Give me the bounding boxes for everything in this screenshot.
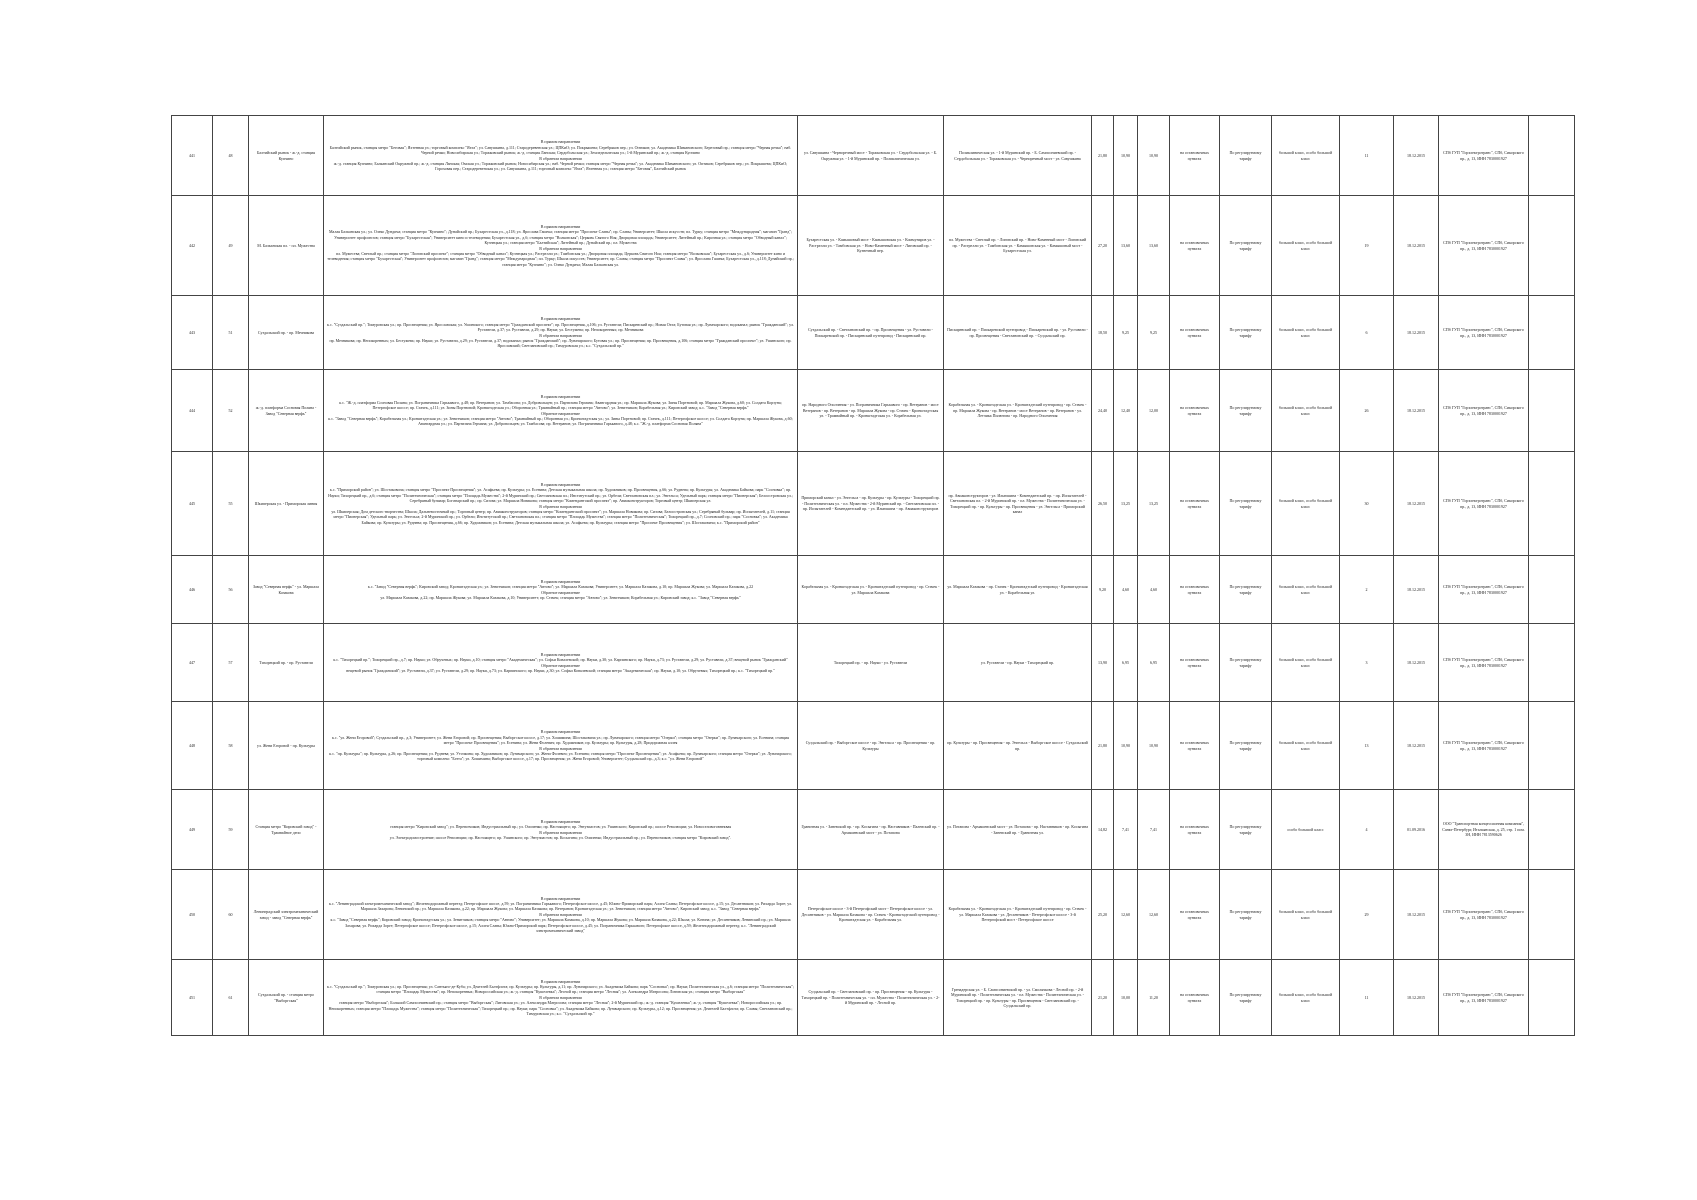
route-length: 24,40 <box>1092 370 1114 452</box>
vehicle-count: 29 <box>1340 870 1394 960</box>
stop-mode: на остановочных пунктах <box>1170 870 1220 960</box>
extra-cell <box>1529 556 1575 624</box>
extra-cell <box>1529 296 1575 370</box>
route-length: 25,20 <box>1092 870 1114 960</box>
carrier: СПб ГУП "Горэлектротранс", СПб, Сикорского пр., д. 13, ИНН 7830001927 <box>1439 702 1529 790</box>
stops-backward: ж.-д. станция Купчино; Балканский Окружной пр.; ж.-д. станция Ланская; Омская ул.; Торжковский рынок; Новосибирская ул.; наб. Черной речки; станция метро "Черная речка"; ул. Академика Шимановского; ул. Оптиков; Серебряков пер.; ул. Покрышева; ЦПКиО; Гороховая пер.; Стародеревенская ул.; ул. Савушкина, д.111; торговый комплекс "Яхта"; Яхтенная ул.; станция метро "Беговая", Балтийский рынок <box>333 160 788 172</box>
carrier: СПб ГУП "Горэлектротранс", СПб, Сикорского пр., д. 13, ИНН 7830001927 <box>1439 452 1529 556</box>
stop-mode: на остановочных пунктах <box>1170 452 1220 556</box>
start-date: 01.09.2016 <box>1394 790 1439 870</box>
table-row <box>172 790 1575 870</box>
direction-heading: В прямом направлении <box>540 223 581 229</box>
length-forward: 12,60 <box>1114 870 1138 960</box>
carrier: СПб ГУП "Горэлектротранс", СПб, Сикорского пр., д. 13, ИНН 7830001927 <box>1439 870 1529 960</box>
tariff: По регулируемому тарифу <box>1220 196 1272 296</box>
vehicle-count: 11 <box>1340 960 1394 1036</box>
start-date: 18.12.2015 <box>1394 370 1439 452</box>
route-code: 56 <box>213 556 249 624</box>
vehicle-class: большой класс, особо большой класс <box>1272 702 1340 790</box>
route-code: 52 <box>213 370 249 452</box>
route-length: 21,80 <box>1092 116 1114 196</box>
route-name: Ленинградский электромеханический завод - завод "Северная верфь" <box>249 870 324 960</box>
streets-backward: ул. Руставели - пр. Науки - Тихорецкий пр. <box>944 624 1092 702</box>
vehicle-class: большой класс, особо большой класс <box>1272 370 1340 452</box>
table-row <box>172 556 1575 624</box>
tariff: По регулируемому тарифу <box>1220 452 1272 556</box>
vehicle-class: большой класс, особо большой класс <box>1272 116 1340 196</box>
vehicle-count: 26 <box>1340 370 1394 452</box>
stops-list <box>324 624 798 702</box>
tariff: По регулируемому тарифу <box>1220 960 1272 1036</box>
length-forward: 10,90 <box>1114 116 1138 196</box>
vehicle-class: большой класс, особо большой класс <box>1272 556 1340 624</box>
route-length: 13,90 <box>1092 624 1114 702</box>
extra-cell <box>1529 624 1575 702</box>
stops-forward: Малая Балканская ул.; ул. Олеко Дундича; станция метро "Купчино"; Дунайский пр.; Бухарестская ул., д.118; ул. Ярослава Гашека; станция метро "Проспект Славы"; пр. Славы; Университет; Школа искусств; пл. Турку; станция метро "Международная"; магазин "Гранд"; Университет профсоюзов; станция метро "Бухарестская"; Университет кино и телевидения; Бухарестская ул., д.6; станция метро "Волковская"; Церковь Святого Ноя; Дворцовая площадь; Университет; Литейный пр.; Кирочная ул.; станция метро "Обводный канал"; Кузнецкая ул.; станция метро "Балтийская"; Литейный пр.; Дунайский пр.; пл. Мужества <box>328 229 792 246</box>
length-forward: 6,95 <box>1114 624 1138 702</box>
stop-mode: на остановочных пунктах <box>1170 556 1220 624</box>
vehicle-count: 2 <box>1340 556 1394 624</box>
route-length: 21,20 <box>1092 960 1114 1036</box>
stops-backward: пл. Мужества; Светлый пр.; станция метро "Лиговский проспект"; станция метро "Обводный канал"; Кузнецкая ул.; Растрелли ул.; Тамбовская ул.; Дворцовая площадь; Церковь Святого Ноя; станция метро "Волковская"; Бухарестская ул., д.6; Университет кино и телевидения; станция метро "Бухарестская"; Университет профсоюзов; магазин "Гранд"; станция метро "Международная"; пл. Турку; Школа искусств; Университет; пр. Славы; станция метро "Проспект Славы"; ул. Ярослава Гашека; Бухарестская ул., д.118; Дунайский пр.; станция метро "Купчино"; ул. Олеко Дундича; Малая Балканская ул. <box>327 250 794 267</box>
stops-list <box>324 960 798 1036</box>
direction-heading: В обратном направлении <box>539 911 582 917</box>
carrier: СПб ГУП "Горэлектротранс", СПб, Сикорского пр., д. 13, ИНН 7830001927 <box>1439 196 1529 296</box>
carrier: ООО "Транспортная концессионная компания", Санкт-Петербург, Итальянская, д. 25, стр. 1 пом. 3Н, ИНН 7813590626 <box>1439 790 1529 870</box>
length-forward: 10,00 <box>1114 960 1138 1036</box>
stops-list <box>324 452 798 556</box>
route-length: 26,50 <box>1092 452 1114 556</box>
route-number: 448 <box>172 702 213 790</box>
vehicle-class: большой класс, особо большой класс <box>1272 296 1340 370</box>
start-date: 18.12.2015 <box>1394 556 1439 624</box>
length-forward: 13,60 <box>1114 196 1138 296</box>
stops-forward: к.с. "Тихорецкий пр."; Тихорецкий пр., д.7; пр. Науки; ул. Обручевых; пр. Науки, д.10; станция метро "Академическая"; ул. Софьи Ковалевской; пр. Науки, д.30; ул. Карпинского; пр. Науки, д.73; ул. Руставели, д.29; ул. Руставели, д.37; вещевой рынок "Гражданский" <box>333 657 788 663</box>
start-date: 18.12.2015 <box>1394 870 1439 960</box>
table-row <box>172 870 1575 960</box>
streets-backward: пр. Культуры - пр. Просвещения - пр. Энгельса - Выборгское шоссе - Суздальский пр. <box>944 702 1092 790</box>
route-number: 447 <box>172 624 213 702</box>
route-code: 55 <box>213 452 249 556</box>
start-date: 18.12.2015 <box>1394 702 1439 790</box>
vehicle-class: большой класс, особо большой класс <box>1272 960 1340 1036</box>
table-row <box>172 296 1575 370</box>
vehicle-count: 6 <box>1340 296 1394 370</box>
direction-heading: В обратном направлении <box>539 503 582 509</box>
direction-heading: В обратном направлении <box>539 994 582 1000</box>
length-backward: 11,20 <box>1138 960 1170 1036</box>
length-backward: 13,25 <box>1138 452 1170 556</box>
streets-backward: Гренадерская ул. - Б. Сампсониевский пр. - ул. Смолячкова - Лесной пр. - 2-й Муринский пр. - Политехническая ул. - пл. Мужества - Политехническая ул. - Тихорецкий пр. - пр. Культуры - пр. Просвещения - Светлановский пр. - Суздальский пр. <box>944 960 1092 1036</box>
extra-cell <box>1529 870 1575 960</box>
table-row <box>172 116 1575 196</box>
streets-forward: Гранитная ул. - Заневский пр. - пр. Косыгина - пр. Наставников - Палевский пр. - Армашевский мост - ул. Потапова <box>798 790 944 870</box>
route-name: Балтийский рынок - ж.-д. станция Купчино <box>249 116 324 196</box>
vehicle-count: 3 <box>1340 624 1394 702</box>
direction-heading: В прямом направлении <box>540 481 581 487</box>
table-row <box>172 624 1575 702</box>
tariff: По регулируемому тарифу <box>1220 370 1272 452</box>
route-code: 48 <box>213 116 249 196</box>
tariff: По регулируемому тарифу <box>1220 116 1272 196</box>
route-code: 59 <box>213 790 249 870</box>
streets-backward: Пискаревский пр. - Пискаревский путепровод - Пискаревский пр. - ул. Руставели - пр. Просвещения - Светлановский пр. - Суздальский пр. <box>944 296 1092 370</box>
route-code: 60 <box>213 870 249 960</box>
streets-forward: Приморский канал - ул. Энгельса - пр. Культуры - пр. Культуры - Тихорецкий пр. - Политехническая ул. - пл. Мужества - 2-й Муринский пр. - Светлановская пл. - пр. Испытателей - Комендантский пр. - ул. Ильюшина - пр. Авиаконструкторов <box>798 452 944 556</box>
vehicle-class: большой класс, особо большой класс <box>1272 452 1340 556</box>
route-length: 27,20 <box>1092 196 1114 296</box>
streets-backward: Поликлиническая ул. - 1-й Муринский пр. - Б. Сампсониевский пр. - Сердобольская ул. - Торжковская ул. - Черноречный мост - ул. Савушкина <box>944 116 1092 196</box>
tariff: По регулируемому тарифу <box>1220 296 1272 370</box>
table-row <box>172 196 1575 296</box>
tariff: По регулируемому тарифу <box>1220 702 1272 790</box>
direction-heading: Обратное направление <box>541 410 580 416</box>
route-name: М. Балканская пл. - пл. Мужества <box>249 196 324 296</box>
streets-backward: Корабельная ул. - Кронштадтская ул. - Кронштадтский путепровод - пр. Стачек - пр. Маршала Жукова - пр. Ветеранов - мост Ветеранов - пр. Ветеранов - ул. Летчика Пилютова - пр. Народного Ополчения <box>944 370 1092 452</box>
vehicle-count: 4 <box>1340 790 1394 870</box>
stops-backward: к.с. "Завод "Северная верфь"; Корабельная ул.; Кронштадтская ул.; ул. Зенитчиков; станция метро "Автово"; Трамвайный пр.; Оборонная ул.; Кронштадтская ул.; ул. Зины Портновой; пр. Стачек, д.111; Петергофское шоссе; ул. Солдата Корзуна; пр. Маршала Жукова, д.60; Авангардная ул.; ул. Партизана Германа; ул. Добровольцев; ул. Тамбасова; пр. Ветеранов; ул. Пограничника Гарькавого, д.48; к.с. "Ж.-д. платформа Сосновая Поляна" <box>328 415 793 427</box>
streets-forward: Бухарестская ул. - Камышовый мост - Камышовская ул. - Коммунаров ул. - Растрелли ул. - Тамбовская ул. - Ново-Каменный мост - Лиговский пр. - Кузнечный пер. <box>798 196 944 296</box>
route-name: Тихорецкий пр. - пр. Руставели <box>249 624 324 702</box>
tariff: По регулируемому тарифу <box>1220 790 1272 870</box>
streets-forward: ул. Савушкина - Черноречный мост - Торжковская ул. - Сердобольская ул. - Б. Окружная ул. - 1-й Муринский пр. - Поликлиническая ул. <box>798 116 944 196</box>
direction-heading: В прямом направлении <box>540 729 581 735</box>
table-row <box>172 702 1575 790</box>
direction-heading: В обратном направлении <box>539 829 582 835</box>
extra-cell <box>1529 790 1575 870</box>
carrier: СПб ГУП "Горэлектротранс", СПб, Сикорского пр., д. 13, ИНН 7830001927 <box>1439 116 1529 196</box>
route-name: Суздальский пр. - станция метро "Выборгская" <box>249 960 324 1036</box>
length-forward: 12,40 <box>1114 370 1138 452</box>
stops-list <box>324 556 798 624</box>
length-forward: 13,25 <box>1114 452 1138 556</box>
direction-heading: В прямом направлении <box>540 651 581 657</box>
length-forward: 7,41 <box>1114 790 1138 870</box>
start-date: 18.12.2015 <box>1394 116 1439 196</box>
route-length: 14,82 <box>1092 790 1114 870</box>
stop-mode: на остановочных пунктах <box>1170 790 1220 870</box>
length-backward: 10,90 <box>1138 702 1170 790</box>
direction-heading: В обратном направлении <box>539 332 582 338</box>
route-number: 446 <box>172 556 213 624</box>
stops-list <box>324 116 798 196</box>
route-number: 443 <box>172 296 213 370</box>
start-date: 18.12.2015 <box>1394 296 1439 370</box>
route-number: 451 <box>172 960 213 1036</box>
stop-mode: на остановочных пунктах <box>1170 296 1220 370</box>
stop-mode: на остановочных пунктах <box>1170 370 1220 452</box>
route-number: 449 <box>172 790 213 870</box>
route-name: Шкиперская ул. - Приморская линия <box>249 452 324 556</box>
stops-list <box>324 870 798 960</box>
start-date: 18.12.2015 <box>1394 624 1439 702</box>
length-backward: 9,25 <box>1138 296 1170 370</box>
vehicle-count: 11 <box>1340 116 1394 196</box>
route-name: Станция метро "Кировский завод" - Трамвайное депо <box>249 790 324 870</box>
streets-forward: Тихорецкий пр. - пр. Науки - ул. Руставели <box>798 624 944 702</box>
route-number: 441 <box>172 116 213 196</box>
direction-heading: Обратное направление <box>541 589 580 595</box>
table-row <box>172 370 1575 452</box>
length-forward: 9,25 <box>1114 296 1138 370</box>
route-name: Суздальский пр. - пр. Мечникова <box>249 296 324 370</box>
carrier: СПб ГУП "Горэлектротранс", СПб, Сикорского пр., д. 13, ИНН 7830001927 <box>1439 960 1529 1036</box>
streets-backward: пр. Авиаконструкторов - ул. Ильюшина - Комендантский пр. - пр. Испытателей - Светлановская пл. - 2-й Муринский пр. - пл. Мужества - Политехническая ул. - Тихорецкий пр. - пр. Культуры - пр. Просвещения - ул. Энгельса - Приморский канал <box>944 452 1092 556</box>
stops-forward: к.с. "Завод "Северная верфь"; Кировский завод; Кронштадтская ул.; ул. Зенитчиков; станция метро "Автово"; ул. Маршала Казакова; Университет; ул. Маршала Казакова, д.10; пр. Маршала Жукова; ул. Маршала Казакова, д.22 <box>367 584 754 590</box>
extra-cell <box>1529 370 1575 452</box>
extra-cell <box>1529 960 1575 1036</box>
stops-backward: ул. Электродомостроение; шоссе Революции; пр. Настоящего; пр. Ушинского; пр. Энтузиастов; пр. Косыгина; ул. Осипенко; Индустриальный пр.; ул. Перевозчиков; станция метро "Кировский завод". <box>389 834 732 840</box>
direction-heading: Обратное направление <box>541 662 580 668</box>
stops-backward: ул. Шкиперская; Дом детского творчества; Школа; Дальневосточный пр.; Торговый центр; пр. Авиаконструкторов; станция метро "Комендантский проспект"; ул. Маршала Новикова; пр. Сизова; Белоостровская ул.; Серебряный бульвар; пр. Испытателей, д.11; станция метро "Пионерская"; Удельный парк; ул. Энгельса; 2-й Муринский пр.; ул. Орбели; Институтский пр.; Светлановская пл.; станция метро "Площадь Мужества"; станция метро "Политехническая"; Тихорецкий пр., д.7; Сосновский пр.; парк "Сосновка"; ул. Академика Байкова; пр. Культуры; ул. Руднева; пр. Просвещения, д.66; пр. Художников; ул. Есенина; Детская музыкальная школа; ул. Асафьева; пр. Культуры; станция метро "Проспект Просвещения"; ул. Шостаковича; к.с. "Приморский район" <box>331 508 790 525</box>
vehicle-class: большой класс, особо большой класс <box>1272 196 1340 296</box>
streets-backward: Корабельная ул. - Кронштадтская ул. - Кронштадтский путепровод - пр. Стачек - ул. Маршала Казакова - ул. Десантников - Петергофское шоссе - 3-й Петергофский мост - Петергофское шоссе <box>944 870 1092 960</box>
stops-list <box>324 296 798 370</box>
stops-list <box>324 702 798 790</box>
route-name: Завод "Северная верфь" - ул. Маршала Казакова <box>249 556 324 624</box>
route-length: 18,50 <box>1092 296 1114 370</box>
direction-heading: В прямом направлении <box>540 316 581 322</box>
extra-cell <box>1529 116 1575 196</box>
stop-mode: на остановочных пунктах <box>1170 624 1220 702</box>
vehicle-count: 13 <box>1340 702 1394 790</box>
extra-cell <box>1529 702 1575 790</box>
route-number: 445 <box>172 452 213 556</box>
direction-heading: В прямом направлении <box>540 139 581 145</box>
streets-backward: ул. Маршала Казакова - пр. Стачек - Кронштадтский путепровод - Кронштадтская ул. - Корабельная ул. <box>944 556 1092 624</box>
route-number: 442 <box>172 196 213 296</box>
route-length: 21,80 <box>1092 702 1114 790</box>
stop-mode: на остановочных пунктах <box>1170 196 1220 296</box>
stops-forward: к.с. "Ж.-д. платформа Сосновая Поляна; ул. Пограничника Гарькавого, д.48; пр. Ветеранов; ул. Тамбасова; ул. Добровольцев; ул. Партизана Германа; Авангардная ул.; пр. Маршала Жукова; ул. Зины Портновой; пр. Маршала Жукова, д.60; ул. Солдата Корзуна; Петергофское шоссе; пр. Стачек, д.111; ул. Зины Портновой; Кронштадтская ул.; Оборонная ул.; Трамвайный пр.; станция метро "Автово"; ул. Зенитчиков; Корабельная ул.; Кировский завод; к.с. "Завод "Северная верфь" <box>339 399 782 411</box>
table-body <box>172 116 1575 1036</box>
route-code: 58 <box>213 702 249 790</box>
length-backward: 7,41 <box>1138 790 1170 870</box>
stops-forward: станция метро "Кировский завод"; ул. Перевозчиков; Индустриальный пр.; ул. Осипенко; пр. Настоящего; пр. Энтузиастов; ул. Ушинского; Кировский пр.; шоссе Революции; ул. Новоселовоговнеквая <box>389 824 732 830</box>
carrier: СПб ГУП "Горэлектротранс", СПб, Сикорского пр., д. 13, ИНН 7830001927 <box>1439 556 1529 624</box>
direction-heading: В прямом направлении <box>540 394 581 400</box>
length-forward: 4,60 <box>1114 556 1138 624</box>
streets-forward: Суздальский пр. - Выборгское шоссе - пр. Энгельса - пр. Просвещения - пр. Культуры <box>798 702 944 790</box>
length-backward: 12,60 <box>1138 870 1170 960</box>
stops-forward: к.с. "Суздальский пр."; Тимуровская ул.; пр. Просвещения; ул. Ярославская; ул. Ушинского; станция метро "Гражданский проспект"; пр. Просвещения, д.106; ул. Руставели; Пискаревский пр.; Новая Охта; Бутовая ул.; пр. Луначарского; водоканал; рынок "Гражданский"; ул. Руставели, д.37; ул. Руставели, д.29; пр. Науки; ул. Бестужева; пр. Непокоренных; пр. Мечникова <box>327 321 794 333</box>
route-code: 61 <box>213 960 249 1036</box>
start-date: 18.12.2015 <box>1394 960 1439 1036</box>
length-backward: 6,95 <box>1138 624 1170 702</box>
stops-backward: ул. Маршала Казакова, д.22; пр. Маршала Жукова; ул. Маршала Казакова, д.10; Университет; пр. Стачек; станция метро "Автово"; ул. Зенитчиков; Корабельная ул.; Кировский завод; к.с. "Завод "Северная верфь" <box>380 594 741 600</box>
route-name: ул. Жени Егоровой - пр. Культуры <box>249 702 324 790</box>
carrier: СПб ГУП "Горэлектротранс", СПб, Сикорского пр., д. 13, ИНН 7830001927 <box>1439 296 1529 370</box>
tariff: По регулируемому тарифу <box>1220 624 1272 702</box>
stops-forward: к.с. "Суздальский пр."; Тимуровская ул.; пр. Просвещения; ул. Сантьяго-де-Куба; ул. Деятелей Балтфлота; пр. Культуры; пр. Культуры, д.11; пр. Луначарского; ул. Академика Байкова; парк "Сосновка"; пр. Науки; Политехническая ул., д.6; станция метро "Политехническая"; станция метро "Площадь Мужества"; пр. Непокоренных; Новороссийская ул.; ж.-д. станция "Кушелевка"; Лесной пр.; станция метро "Лесная"; ул. Александра Матросова; Литовская ул.; станция метро "Выборгская" <box>327 984 794 995</box>
stops-forward: к.с. "ул. Жени Егоровой"; Суздальский пр., д.3; Университет; ул. Жени Егоровой; пр. Просвещения; Выборгское шоссе, д.17; ул. Хошимина; Шостаковича ул.; пр. Луначарского; станция метро "Озерки"; станция метро "Озерки"; пр. Луначарского; ул. Есенина; станция метро "Проспект Просвещения"; ул. Есенина; ул. Жени Фолевич; пр. Художников; пр. Культуры; пр. Культуры, д.28; Придорожная аллея <box>331 734 790 746</box>
stops-backward: к.с. "пр. Культуры"; пр. Культуры, д.26; пр. Просвещения; ул. Руднева; ул. Уточкина; пр. Художников; пр. Луначарского; ул. Жени Фолевич; ул. Есенина; станция метро "Проспект Просвещения"; ул. Асафьева; пр. Луначарского; станция метро "Озерки"; ул. Луначарского; торговый комплекс "Бэтта"; ул. Хошимина; Выборгское шоссе, д.17; пр. Просвещения; ул. Жени Егоровой; Университет; Суздальский пр., д.3; к.с. "ул. Жени Егоровой" <box>329 750 792 762</box>
route-code: 57 <box>213 624 249 702</box>
start-date: 18.12.2015 <box>1394 196 1439 296</box>
route-number: 450 <box>172 870 213 960</box>
stops-forward: к.с. "Ленинградский электромеханический завод"; Железнодорожный переезд; Петергофское шоссе, д.59; ул. Пограничника Гарькавого; Петергофское шоссе, д.45; Южно-Приморский парк; Аллея Славы; Петергофское шоссе, д.15; ул. Десантников; ул. Рихарда Зорге; ул. Маршала Захарова; Ленинский пр.; ул. Маршала Казакова, д.22; пр. Маршала Жукова; ул. Маршала Казакова; пр. Ветеранов; Кронштадтская ул.; ул. Зенитчиков; станция метро "Автово"; Кировский завод; к.с. "Завод "Северная верфь" <box>328 901 793 912</box>
vehicle-count: 19 <box>1340 196 1394 296</box>
stops-backward: пр. Мечникова; пр. Непокоренных; ул. Бестужева; пр. Науки; ул. Руставели, д.29; ул. Руставели, д.37; водоканал; рынок "Гражданский"; пр. Луначарского; Бутовая ул.; пр. Просвещения; пр. Просвещения, д.106; станция метро "Гражданский проспект"; ул. Ушинского; пр. Ярославский; Светлановский пр.; Тимуровская ул.; к.с. "Суздальский пр." <box>329 337 792 349</box>
carrier: СПб ГУП "Горэлектротранс", СПб, Сикорского пр., д. 13, ИНН 7830001927 <box>1439 370 1529 452</box>
stops-backward: станция метро "Выборгская"; Большой Сампсониевский пр.; станция метро "Выборгская"; Литовская ул.; ул. Александра Матросова; станция метро "Лесная"; 2-й Муринский пр.; ж.-д. станция "Кушелевка"; ж.-д. станция "Кушелевка"; Новороссийская ул.; пр. Непокоренных; станция метро "Площадь Мужества"; станция метро "Политехническая"; Тихорецкий пр.; пр. Науки; парк "Сосновка"; ул. Академика Байкова; пр. Луначарского; пр. Культуры, д.12; пр. Просвещения; ул. Деятелей Балтфлота; пр. Славы; Светлановский пр.; Тимуровская ул.; к.с. "Суздальский пр." <box>328 1000 793 1016</box>
direction-heading: В обратном направлении <box>539 245 582 251</box>
direction-heading: В прямом направлении <box>540 895 581 901</box>
table-row <box>172 452 1575 556</box>
direction-heading: В обратном направлении <box>539 745 582 751</box>
streets-forward: пр. Народного Ополчения - ул. Пограничника Гарькавого - пр. Ветеранов - мост Ветеранов - пр. Ветеранов - пр. Маршала Жукова - пр. Стачек - Кронштадтская ул. - Трамвайный пр. - Кронштадтская ул. - Корабельная ул. <box>798 370 944 452</box>
start-date: 18.12.2015 <box>1394 452 1439 556</box>
stops-forward: Балтийский рынок, станция метро "Беговая"; Яхтенная ул.; торговый комплекс "Яхта"; ул. Савушкина, д.111; Стародеревенская ул.; ЦПКиО; ул. Покрышева; Серебряков пер.; ул. Оптиков; ул. Академика Шимановского; Березовый пр.; станция метро "Черная речка"; наб. Черной речки; Новосибирская ул.; Торжковский рынок; ж.-д. станция Ланская; Сердобольская ул.; Земледельческая ул.; 1-й Муринский пр.; ж.-д. станция Купчино <box>329 144 792 156</box>
streets-backward: пл. Мужества - Светлый пр. - Лиговский пр. - Ново-Каменный мост - Лиговский пр. - Растрелли ул. - Тамбовская ул. - Камышовская ул. - Камышовый мост - Бухарестская ул. <box>944 196 1092 296</box>
length-backward: 12,00 <box>1138 370 1170 452</box>
route-number: 444 <box>172 370 213 452</box>
route-code: 51 <box>213 296 249 370</box>
stops-list <box>324 370 798 452</box>
carrier: СПб ГУП "Горэлектротранс", СПб, Сикорского пр., д. 13, ИНН 7830001927 <box>1439 624 1529 702</box>
stops-list <box>324 790 798 870</box>
route-code: 49 <box>213 196 249 296</box>
stops-backward: вещевой рынок "Гражданский"; ул. Руставели, д.37; ул. Руставели, д.29; пр. Науки, д.73; ул. Карпинского; пр. Науки, д.30; ул. Софьи Ковалевской; станция метро "Академическая"; пр. Науки, д.10; ул. Обручевых; Тихорецкий пр.; к.с. "Тихорецкий пр." <box>346 667 775 673</box>
direction-heading: В прямом направлении <box>540 578 581 584</box>
stops-forward: к.с. "Приморский район"; ул. Шостаковича; станция метро "Проспект Просвещения"; ул. Асафьева; пр. Культуры; ул. Есенина; Детская музыкальная школа; пр. Художников; пр. Просвещения, д.66; ул. Руднева; пр. Культуры; ул. Академика Байкова; парк "Сосновка"; пр. Науки; Тихорецкий пр., д.6; станция метро "Политехническая"; станция метро "Площадь Мужества"; 2-й Муринский пр.; Светлановская пл.; Институтский пр.; ул. Орбели; Светлановская пл.; ул. Энгельса; Удельный парк; станция метро "Пионерская"; Белоостровская ул.; Серебряный бульвар; Богатырский пр.; пр. Сизова; ул. Маршала Новикова; станция метро "Комендантский проспект"; пр. Авиаконструкторов; Торговый центр; Шкиперская ул. <box>328 487 793 504</box>
stop-mode: на остановочных пунктах <box>1170 960 1220 1036</box>
route-length: 9,20 <box>1092 556 1114 624</box>
vehicle-count: 30 <box>1340 452 1394 556</box>
stops-list <box>324 196 798 296</box>
length-backward: 10,90 <box>1138 116 1170 196</box>
table-row <box>172 960 1575 1036</box>
tariff: По регулируемому тарифу <box>1220 556 1272 624</box>
streets-backward: ул. Потапова - Армашевский мост - ул. Потапова - пр. Наставников - пр. Косыгина - Заневский пр. - Гранитная ул. <box>944 790 1092 870</box>
direction-heading: В прямом направлении <box>540 978 581 984</box>
vehicle-class: большой класс, особо большой класс <box>1272 624 1340 702</box>
vehicle-class: особо большой класс <box>1272 790 1340 870</box>
direction-heading: В прямом направлении <box>540 818 581 824</box>
length-backward: 13,60 <box>1138 196 1170 296</box>
vehicle-class: большой класс, особо большой класс <box>1272 870 1340 960</box>
route-name: ж.-д. платформа Сосновая Поляна - Завод "Северная верфь" <box>249 370 324 452</box>
extra-cell <box>1529 452 1575 556</box>
routes-table <box>171 115 1575 1036</box>
extra-cell <box>1529 196 1575 296</box>
tariff: По регулируемому тарифу <box>1220 870 1272 960</box>
streets-forward: Корабельная ул. - Кронштадтская ул. - Кронштадтский путепровод - пр. Стачек - ул. Маршала Казакова <box>798 556 944 624</box>
streets-forward: Суздальский пр. - Светлановский пр. - пр. Просвещения - пр. Культуры - Тихорецкий пр. - Политехническая ул. - пл. Мужества - Политехническая ул. - 2-й Муринский пр. - Лесной пр. <box>798 960 944 1036</box>
stop-mode: на остановочных пунктах <box>1170 116 1220 196</box>
length-forward: 10,90 <box>1114 702 1138 790</box>
direction-heading: В обратном направлении <box>539 155 582 161</box>
streets-forward: Петергофское шоссе - 3-й Петергофский мост - Петергофское шоссе - ул. Десантников - ул. Маршала Казакова - пр. Стачек - Кронштадтский путепровод - Кронштадтская ул. - Корабельная ул. <box>798 870 944 960</box>
length-backward: 4,60 <box>1138 556 1170 624</box>
streets-forward: Суздальский пр. - Светлановский пр. - пр. Просвещения - ул. Руставели - Пискаревский пр. - Пискаревский путепровод - Пискаревский пр. <box>798 296 944 370</box>
stops-backward: к.с. "Завод "Северная верфь"; Кировский завод; Кронштадтская ул.; ул. Зенитчиков; станция метро "Автово"; Университет; ул. Маршала Казакова, д.10; пр. Маршала Жукова; ул. Маршала Казакова, д.22; Школа; ул. Котина; ул. Десантников; Ленинский пр.; ул. Маршала Захарова; ул. Рихарда Зорге; Петергофское шоссе; Петергофское шоссе, д.15; Аллея Славы; Южно-Приморский парк; Петергофское шоссе, д.45; ул. Пограничника Гарькавого; Петергофское шоссе, д.59; Железнодорожный переезд; к.с. "Ленинградский электромеханический завод" <box>330 917 791 933</box>
stop-mode: на остановочных пунктах <box>1170 702 1220 790</box>
